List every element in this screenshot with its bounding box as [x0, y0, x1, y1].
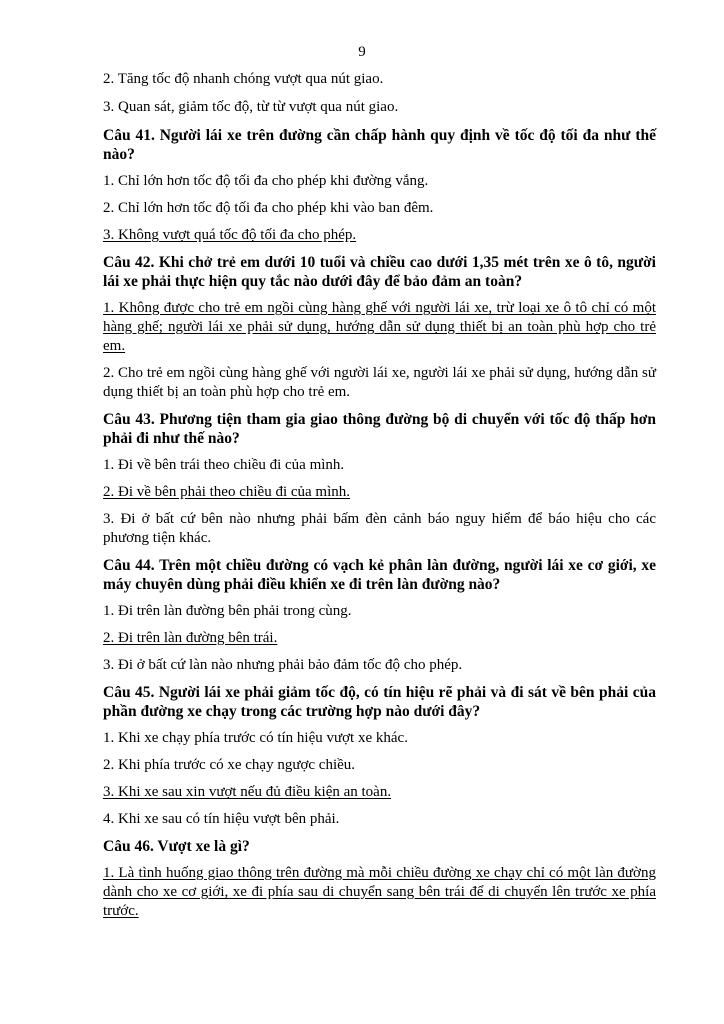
page-content — [103, 70, 656, 929]
answer-line: 2. Cho trẻ em ngồi cùng hàng ghế với người lái xe, người lái xe phải sử dụng, hướng dẫn sử dụng thiết bị an toàn phù hợp cho trẻ em. — [103, 365, 656, 400]
answer-line: 2. Khi phía trước có xe chạy ngược chiều. — [103, 757, 356, 773]
answer-line: 1. Đi về bên trái theo chiều đi của mình. — [103, 457, 345, 473]
correct-answer: 3. Khi xe sau xin vượt nếu đủ điều kiện an toàn. — [103, 784, 392, 800]
answer-line: 1. Chỉ lớn hơn tốc độ tối đa cho phép khi đường vắng. — [103, 173, 429, 189]
answer-line: 1. Khi xe chạy phía trước có tín hiệu vượt xe khác. — [103, 730, 408, 746]
page-number: 9 — [358, 44, 366, 60]
question-title: Câu 46. Vượt xe là gì? — [103, 838, 250, 855]
answer-line: 4. Khi xe sau có tín hiệu vượt bên phải. — [103, 811, 340, 827]
answer-line: 2. Tăng tốc độ nhanh chóng vượt qua nút giao. — [103, 71, 384, 87]
question-title: Câu 42. Khi chở trẻ em dưới 10 tuổi và chiều cao dưới 1,35 mét trên xe ô tô, người lái xe phải thực hiện quy tắc nào dưới đây để bảo đảm an toàn? — [103, 254, 656, 290]
question-title: Câu 44. Trên một chiều đường có vạch kẻ phân làn đường, người lái xe cơ giới, xe máy chuyên dùng phải điều khiển xe đi trên làn đường nào? — [103, 557, 656, 593]
question-title: Câu 41. Người lái xe trên đường cần chấp hành quy định về tốc độ tối đa như thế nào? — [103, 127, 656, 163]
answer-line: 3. Đi ở bất cứ làn nào nhưng phải bảo đảm tốc độ cho phép. — [103, 657, 463, 673]
answer-line: 2. Chỉ lớn hơn tốc độ tối đa cho phép khi vào ban đêm. — [103, 200, 434, 216]
question-title: Câu 45. Người lái xe phải giảm tốc độ, có tín hiệu rẽ phải và đi sát về bên phải của phần đường xe chạy trong các trường hợp nào dưới đây? — [103, 684, 656, 720]
correct-answer: 3. Không vượt quá tốc độ tối đa cho phép. — [103, 227, 357, 243]
answer-line: 1. Đi trên làn đường bên phải trong cùng. — [103, 603, 352, 619]
correct-answer: 1. Không được cho trẻ em ngồi cùng hàng ghế với người lái xe, trừ loại xe ô tô chỉ có một hàng ghế; người lái xe phải sử dụng, hướng dẫn sử dụng thiết bị an toàn phù hợp cho trẻ em. — [103, 300, 656, 354]
answer-line: 3. Quan sát, giảm tốc độ, từ từ vượt qua nút giao. — [103, 99, 399, 115]
correct-answer: 2. Đi về bên phải theo chiều đi của mình. — [103, 484, 351, 500]
question-title: Câu 43. Phương tiện tham gia giao thông đường bộ di chuyển với tốc độ thấp hơn phải đi như thế nào? — [103, 411, 656, 447]
correct-answer: 2. Đi trên làn đường bên trái. — [103, 630, 278, 646]
correct-answer: 1. Là tình huống giao thông trên đường mà mỗi chiều đường xe chạy chỉ có một làn đường dành cho xe cơ giới, xe đi phía sau di chuyển sang bên trái để di chuyển lên trước xe phía trước. — [103, 865, 656, 919]
answer-line: 3. Đi ở bất cứ bên nào nhưng phải bấm đèn cảnh báo nguy hiểm để báo hiệu cho các phương tiện khác. — [103, 511, 656, 546]
